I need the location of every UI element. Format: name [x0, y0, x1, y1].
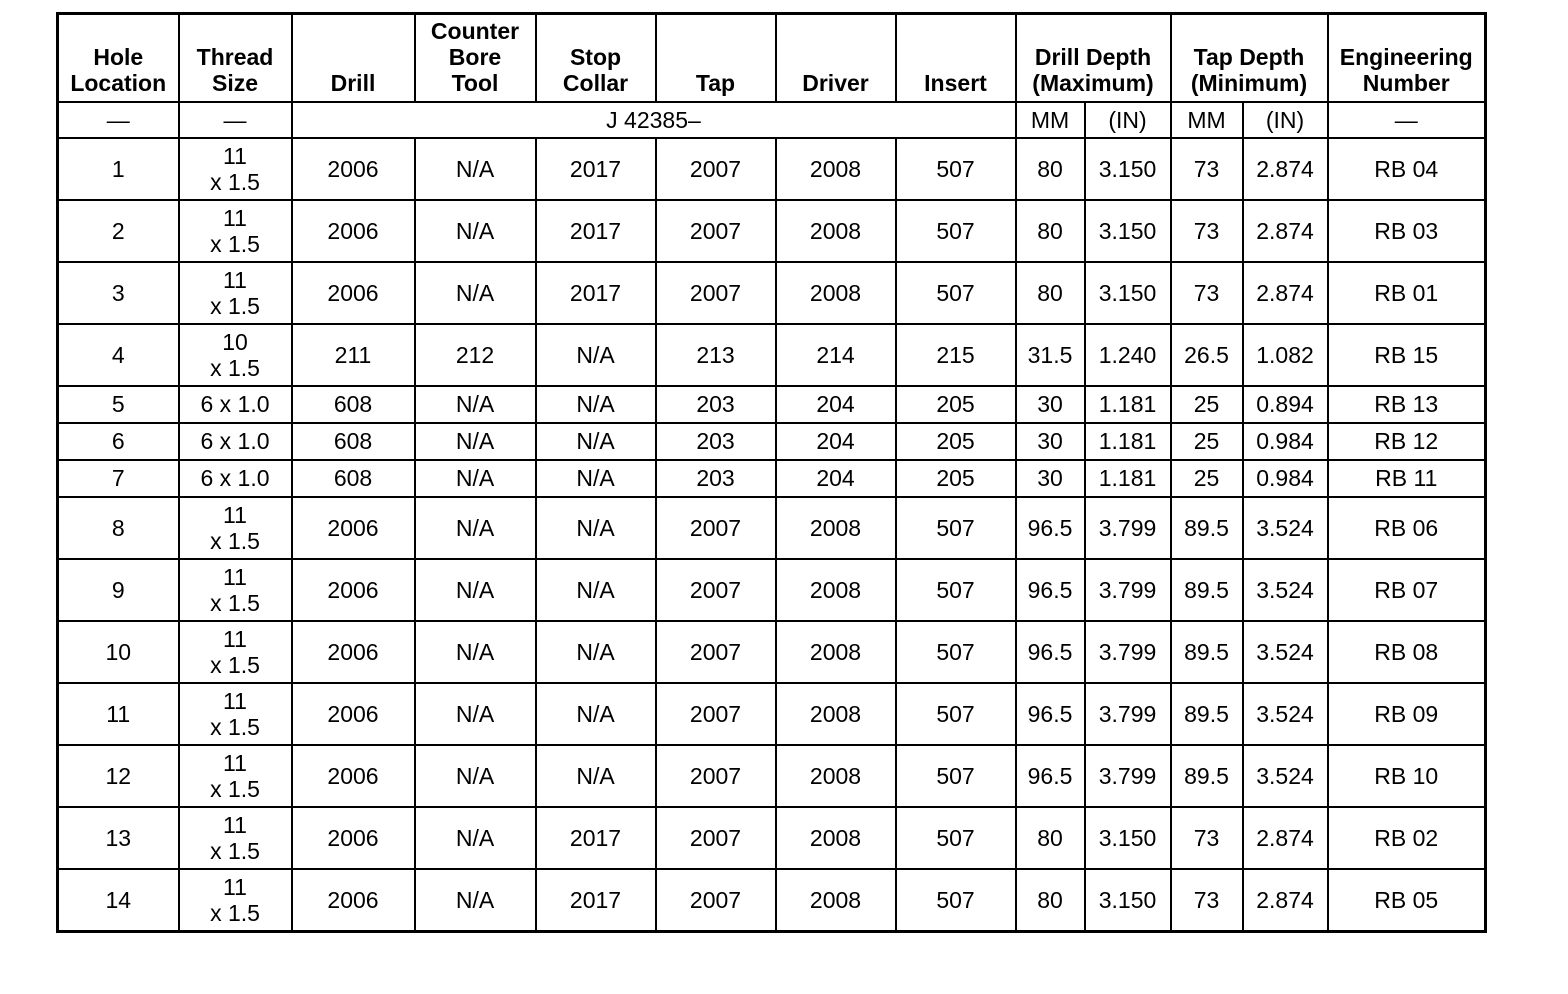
cell-drill-depth-mm: 80 — [1016, 138, 1085, 200]
cell-tap-depth-mm: 73 — [1171, 262, 1243, 324]
cell-drill: 2006 — [292, 200, 415, 262]
cell-drill-depth-mm: 80 — [1016, 807, 1085, 869]
cell-drill: 2006 — [292, 138, 415, 200]
cell-engineering-number: RB 13 — [1328, 386, 1486, 423]
cell-tap-depth-mm: 73 — [1171, 869, 1243, 932]
table-row — [58, 138, 1486, 200]
cell-engineering-number: RB 01 — [1328, 262, 1486, 324]
cell-counter-bore-tool: N/A — [415, 745, 536, 807]
cell-counter-bore-tool: 212 — [415, 324, 536, 386]
cell-engineering-number: RB 10 — [1328, 745, 1486, 807]
cell-thread-size: 6 x 1.0 — [179, 423, 292, 460]
cell-counter-bore-tool: N/A — [415, 683, 536, 745]
cell-engineering-number: RB 02 — [1328, 807, 1486, 869]
cell-stop-collar: 2017 — [536, 138, 656, 200]
cell-drill-depth-mm: 80 — [1016, 869, 1085, 932]
cell-thread-size: 6 x 1.0 — [179, 386, 292, 423]
cell-hole-location: 13 — [58, 807, 179, 869]
cell-hole-location: 11 — [58, 683, 179, 745]
cell-counter-bore-tool: N/A — [415, 423, 536, 460]
cell-tap: 2007 — [656, 683, 776, 745]
cell-drill: 2006 — [292, 497, 415, 559]
cell-hole-location: 7 — [58, 460, 179, 497]
cell-drill-depth-mm: 30 — [1016, 460, 1085, 497]
header-drill: Drill — [292, 14, 415, 102]
units-row — [58, 102, 1486, 138]
cell-tap-depth-in: 2.874 — [1243, 138, 1328, 200]
header-tap: Tap — [656, 14, 776, 102]
cell-hole-location: 6 — [58, 423, 179, 460]
cell-counter-bore-tool: N/A — [415, 621, 536, 683]
table-row — [58, 386, 1486, 423]
cell-tap-depth-in: 0.894 — [1243, 386, 1328, 423]
cell-drill-depth-in: 3.799 — [1085, 621, 1171, 683]
table-row — [58, 621, 1486, 683]
cell-driver: 2008 — [776, 621, 896, 683]
cell-counter-bore-tool: N/A — [415, 559, 536, 621]
cell-drill-depth-in: 3.150 — [1085, 138, 1171, 200]
cell-stop-collar: 2017 — [536, 869, 656, 932]
cell-stop-collar: N/A — [536, 423, 656, 460]
cell-drill-depth-mm: 96.5 — [1016, 621, 1085, 683]
cell-drill: 608 — [292, 460, 415, 497]
cell-drill-depth-mm: 96.5 — [1016, 497, 1085, 559]
header-insert: Insert — [896, 14, 1016, 102]
cell-stop-collar: 2017 — [536, 262, 656, 324]
cell-tap-depth-in: 1.082 — [1243, 324, 1328, 386]
cell-drill: 608 — [292, 423, 415, 460]
cell-tap-depth-mm: 89.5 — [1171, 745, 1243, 807]
cell-tap-depth-in: 3.524 — [1243, 745, 1328, 807]
cell-counter-bore-tool: N/A — [415, 200, 536, 262]
cell-drill-depth-in: 1.181 — [1085, 460, 1171, 497]
units-thread-size: — — [179, 102, 292, 138]
cell-drill-depth-mm: 30 — [1016, 423, 1085, 460]
cell-drill-depth-mm: 30 — [1016, 386, 1085, 423]
cell-tap-depth-in: 3.524 — [1243, 559, 1328, 621]
cell-stop-collar: N/A — [536, 621, 656, 683]
cell-engineering-number: RB 15 — [1328, 324, 1486, 386]
cell-tap-depth-mm: 26.5 — [1171, 324, 1243, 386]
cell-hole-location: 3 — [58, 262, 179, 324]
cell-insert: 507 — [896, 621, 1016, 683]
units-drill-in: (IN) — [1085, 102, 1171, 138]
cell-tap-depth-in: 0.984 — [1243, 460, 1328, 497]
cell-hole-location: 12 — [58, 745, 179, 807]
cell-counter-bore-tool: N/A — [415, 386, 536, 423]
header-drill-depth: Drill Depth (Maximum) — [1016, 14, 1171, 102]
cell-engineering-number: RB 12 — [1328, 423, 1486, 460]
cell-driver: 2008 — [776, 559, 896, 621]
cell-tap-depth-in: 2.874 — [1243, 200, 1328, 262]
hole-repair-spec-table — [56, 12, 1487, 933]
cell-drill-depth-in: 3.799 — [1085, 745, 1171, 807]
header-thread-size: Thread Size — [179, 14, 292, 102]
cell-drill: 2006 — [292, 869, 415, 932]
cell-driver: 204 — [776, 423, 896, 460]
cell-drill-depth-in: 1.181 — [1085, 423, 1171, 460]
cell-drill-depth-mm: 96.5 — [1016, 745, 1085, 807]
cell-tap: 2007 — [656, 745, 776, 807]
cell-engineering-number: RB 09 — [1328, 683, 1486, 745]
header-hole-location: Hole Location — [58, 14, 179, 102]
cell-engineering-number: RB 11 — [1328, 460, 1486, 497]
cell-stop-collar: N/A — [536, 386, 656, 423]
cell-counter-bore-tool: N/A — [415, 869, 536, 932]
cell-drill-depth-in: 1.240 — [1085, 324, 1171, 386]
cell-thread-size: 11 x 1.5 — [179, 559, 292, 621]
cell-tap-depth-mm: 25 — [1171, 386, 1243, 423]
table-row — [58, 460, 1486, 497]
cell-drill: 2006 — [292, 683, 415, 745]
header-engineering-number: Engineering Number — [1328, 14, 1486, 102]
cell-insert: 507 — [896, 262, 1016, 324]
cell-tap-depth-mm: 89.5 — [1171, 497, 1243, 559]
cell-drill: 608 — [292, 386, 415, 423]
header-counter-bore-tool: Counter Bore Tool — [415, 14, 536, 102]
cell-tap-depth-mm: 73 — [1171, 807, 1243, 869]
cell-stop-collar: N/A — [536, 559, 656, 621]
cell-drill-depth-in: 3.150 — [1085, 807, 1171, 869]
cell-insert: 507 — [896, 138, 1016, 200]
cell-tap: 213 — [656, 324, 776, 386]
units-tap-in: (IN) — [1243, 102, 1328, 138]
cell-engineering-number: RB 08 — [1328, 621, 1486, 683]
cell-counter-bore-tool: N/A — [415, 138, 536, 200]
table-row — [58, 423, 1486, 460]
cell-insert: 215 — [896, 324, 1016, 386]
cell-driver: 2008 — [776, 262, 896, 324]
cell-tap: 2007 — [656, 621, 776, 683]
units-tap-mm: MM — [1171, 102, 1243, 138]
table-row — [58, 869, 1486, 932]
cell-tap-depth-in: 2.874 — [1243, 869, 1328, 932]
table-row — [58, 807, 1486, 869]
cell-stop-collar: N/A — [536, 460, 656, 497]
cell-drill-depth-in: 3.150 — [1085, 869, 1171, 932]
cell-drill: 2006 — [292, 262, 415, 324]
cell-drill-depth-mm: 96.5 — [1016, 683, 1085, 745]
cell-engineering-number: RB 04 — [1328, 138, 1486, 200]
cell-stop-collar: 2017 — [536, 807, 656, 869]
cell-drill-depth-mm: 80 — [1016, 262, 1085, 324]
cell-insert: 205 — [896, 386, 1016, 423]
cell-insert: 507 — [896, 683, 1016, 745]
cell-tap-depth-mm: 73 — [1171, 138, 1243, 200]
cell-tap: 2007 — [656, 807, 776, 869]
units-drill-mm: MM — [1016, 102, 1085, 138]
cell-drill: 2006 — [292, 559, 415, 621]
cell-drill: 211 — [292, 324, 415, 386]
cell-tap-depth-mm: 25 — [1171, 460, 1243, 497]
cell-tap-depth-in: 2.874 — [1243, 807, 1328, 869]
table-body — [58, 102, 1486, 932]
cell-counter-bore-tool: N/A — [415, 460, 536, 497]
units-engineering-number: — — [1328, 102, 1486, 138]
cell-hole-location: 9 — [58, 559, 179, 621]
cell-drill: 2006 — [292, 807, 415, 869]
cell-thread-size: 11 x 1.5 — [179, 683, 292, 745]
cell-counter-bore-tool: N/A — [415, 497, 536, 559]
cell-hole-location: 8 — [58, 497, 179, 559]
cell-engineering-number: RB 06 — [1328, 497, 1486, 559]
table-row — [58, 745, 1486, 807]
table-row — [58, 324, 1486, 386]
table-row — [58, 200, 1486, 262]
cell-drill: 2006 — [292, 745, 415, 807]
cell-counter-bore-tool: N/A — [415, 262, 536, 324]
cell-driver: 2008 — [776, 200, 896, 262]
cell-thread-size: 11 x 1.5 — [179, 621, 292, 683]
cell-driver: 204 — [776, 386, 896, 423]
cell-tap: 2007 — [656, 200, 776, 262]
cell-hole-location: 14 — [58, 869, 179, 932]
cell-engineering-number: RB 07 — [1328, 559, 1486, 621]
cell-driver: 2008 — [776, 138, 896, 200]
cell-hole-location: 10 — [58, 621, 179, 683]
cell-insert: 205 — [896, 460, 1016, 497]
cell-drill-depth-mm: 80 — [1016, 200, 1085, 262]
cell-tap: 2007 — [656, 497, 776, 559]
cell-thread-size: 6 x 1.0 — [179, 460, 292, 497]
cell-drill-depth-mm: 96.5 — [1016, 559, 1085, 621]
cell-stop-collar: N/A — [536, 324, 656, 386]
cell-tap-depth-in: 0.984 — [1243, 423, 1328, 460]
cell-thread-size: 11 x 1.5 — [179, 869, 292, 932]
cell-stop-collar: 2017 — [536, 200, 656, 262]
table-row — [58, 559, 1486, 621]
cell-tap-depth-mm: 89.5 — [1171, 559, 1243, 621]
header-stop-collar: Stop Collar — [536, 14, 656, 102]
cell-driver: 2008 — [776, 497, 896, 559]
cell-driver: 2008 — [776, 869, 896, 932]
cell-thread-size: 10 x 1.5 — [179, 324, 292, 386]
cell-thread-size: 11 x 1.5 — [179, 262, 292, 324]
cell-drill: 2006 — [292, 621, 415, 683]
cell-stop-collar: N/A — [536, 683, 656, 745]
cell-tap: 2007 — [656, 869, 776, 932]
cell-drill-depth-in: 1.181 — [1085, 386, 1171, 423]
cell-tap-depth-in: 3.524 — [1243, 497, 1328, 559]
cell-stop-collar: N/A — [536, 745, 656, 807]
cell-tap: 2007 — [656, 138, 776, 200]
cell-thread-size: 11 x 1.5 — [179, 745, 292, 807]
cell-tap-depth-mm: 25 — [1171, 423, 1243, 460]
cell-tap: 2007 — [656, 559, 776, 621]
cell-tap-depth-mm: 89.5 — [1171, 621, 1243, 683]
cell-engineering-number: RB 05 — [1328, 869, 1486, 932]
cell-drill-depth-in: 3.799 — [1085, 559, 1171, 621]
cell-tap-depth-in: 3.524 — [1243, 683, 1328, 745]
cell-drill-depth-in: 3.799 — [1085, 497, 1171, 559]
cell-thread-size: 11 x 1.5 — [179, 200, 292, 262]
cell-drill-depth-in: 3.799 — [1085, 683, 1171, 745]
cell-insert: 507 — [896, 200, 1016, 262]
cell-thread-size: 11 x 1.5 — [179, 807, 292, 869]
header-row — [58, 14, 1486, 102]
header-tap-depth: Tap Depth (Minimum) — [1171, 14, 1328, 102]
cell-insert: 507 — [896, 559, 1016, 621]
cell-insert: 507 — [896, 869, 1016, 932]
cell-driver: 2008 — [776, 745, 896, 807]
cell-tap: 203 — [656, 460, 776, 497]
cell-tap-depth-mm: 89.5 — [1171, 683, 1243, 745]
cell-hole-location: 2 — [58, 200, 179, 262]
cell-tap-depth-mm: 73 — [1171, 200, 1243, 262]
header-driver: Driver — [776, 14, 896, 102]
cell-tap-depth-in: 2.874 — [1243, 262, 1328, 324]
table-row — [58, 262, 1486, 324]
cell-stop-collar: N/A — [536, 497, 656, 559]
units-hole-location: — — [58, 102, 179, 138]
units-kit-prefix: J 42385– — [292, 102, 1016, 138]
cell-hole-location: 4 — [58, 324, 179, 386]
cell-driver: 2008 — [776, 683, 896, 745]
cell-hole-location: 1 — [58, 138, 179, 200]
cell-engineering-number: RB 03 — [1328, 200, 1486, 262]
cell-thread-size: 11 x 1.5 — [179, 138, 292, 200]
cell-driver: 204 — [776, 460, 896, 497]
cell-driver: 2008 — [776, 807, 896, 869]
cell-hole-location: 5 — [58, 386, 179, 423]
cell-insert: 507 — [896, 807, 1016, 869]
cell-drill-depth-in: 3.150 — [1085, 200, 1171, 262]
cell-driver: 214 — [776, 324, 896, 386]
cell-tap-depth-in: 3.524 — [1243, 621, 1328, 683]
cell-counter-bore-tool: N/A — [415, 807, 536, 869]
cell-thread-size: 11 x 1.5 — [179, 497, 292, 559]
cell-insert: 507 — [896, 497, 1016, 559]
cell-tap: 2007 — [656, 262, 776, 324]
cell-drill-depth-in: 3.150 — [1085, 262, 1171, 324]
table-row — [58, 497, 1486, 559]
cell-insert: 205 — [896, 423, 1016, 460]
cell-tap: 203 — [656, 386, 776, 423]
cell-drill-depth-mm: 31.5 — [1016, 324, 1085, 386]
table-row — [58, 683, 1486, 745]
cell-insert: 507 — [896, 745, 1016, 807]
cell-tap: 203 — [656, 423, 776, 460]
